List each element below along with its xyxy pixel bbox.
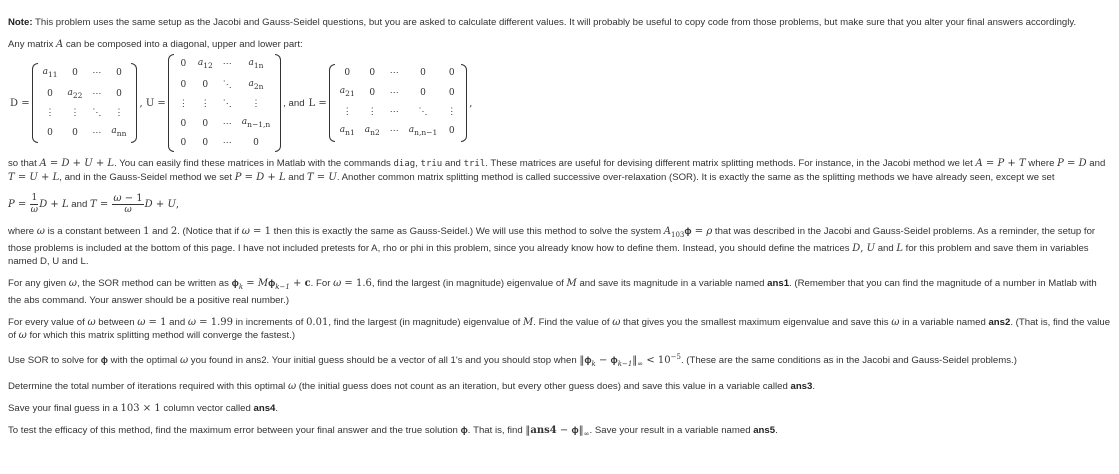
paragraph-splitting: so that A = D + U + L. You can easily find these matrices in Matlab with the commands diag, triu and tril. These matrices are useful for devising different matrix splitting methods. For instance, in the Jacobi method we let A = P + T where P = D and T = U + L, and in the Gauss-Seidel method we set P = D + L and T = U. Another common matrix splitting method is called successive over-relaxation (SOR). It is exactly the same as the splitting methods we have already seen, except we set: [8, 158, 1106, 183]
matrix-L: 0 0 ⋯ 0 0 $a_{21}$ 0 ⋯ 0 0 ⋮ ⋮ ⋯ ⋱ ⋮ $a_{n1}$ $a_{n2}$ ⋯ $a_{n,n-1}$ 0: [329, 64, 467, 142]
label-D: D =: [10, 97, 30, 109]
matrix-D: $a_{11}$ 0 ⋯ 0 0 $a_{22}$ ⋯ 0 ⋮ ⋮ ⋱ ⋮ 0 0 ⋯ $a_{nn}$: [32, 63, 138, 143]
ans5-label: ans5: [753, 424, 776, 436]
paragraph-ans4: Save your final guess in a 103 × 1 column vector called ans4.: [8, 402, 279, 414]
ans2-label: ans2: [988, 316, 1011, 328]
paragraph-sor-solve: Use SOR to solve for ϕ with the optimal ω you found in ans2. Your initial guess should be a vector of all 1's and you should stop when $‖\phi_k$ − $\phi_{k-1}‖_\infty < 10^{-5}$. (These are the same conditions as in the Jacobi and Gauss-Seidel problems.): [8, 352, 1017, 368]
ans4-label: ans4: [253, 402, 276, 414]
math-A: A: [55, 39, 64, 50]
ans3-label: ans3: [790, 380, 813, 392]
paragraph-ans3: Determine the total number of iterations required with this optimal ω (the initial guess does not count as an iteration, but every other guess does) and save this value in a variable called ans3.: [8, 380, 816, 392]
code-diag: diag: [393, 159, 416, 169]
intro-text-a: Any matrix: [8, 39, 56, 50]
intro-text-b: can be composed into a diagonal, upper and lower part:: [63, 39, 303, 50]
note-text: This problem uses the same setup as the Jacobi and Gauss-Seidel questions, but you are asked to calculate different values. It will probably be useful to copy code from those problems, but make sure that you alter your final answers accordingly.: [32, 17, 1077, 28]
label-and: , and: [283, 97, 305, 109]
paragraph-omega: where ω is a constant between 1 and 2. (Notice that if ω = 1 then this is exactly the same as Gauss-Seidel.) We will use this method to solve the system $A_{103}\phi = \rho$ that was described in the Jacobi and Gauss-Seidel problems. As a reminder, the setup for those problems is included at the bottom of this page. I have not included pretests for A, rho or phi in this problem, since you already know how to define them. Instead, you should define the matrices D, U and L for this problem and save them in variables named D, U and L.: [8, 226, 1096, 267]
note-label: Note:: [8, 17, 33, 28]
matrix-U: 0 $a_{12}$ ⋯ $a_{1n}$ 0 0 ⋱ $a_{2n}$ ⋮ ⋮ ⋱ ⋮ 0 0 ⋯ $a_{n-1,n}$ 0 0 ⋯ 0: [168, 54, 281, 152]
ans1-label: ans1: [767, 277, 790, 289]
sor-formula: P = $\frac{1}{\omega}$ D + L and T = $\frac{\omega - 1}{\omega}$ D + U,: [8, 193, 180, 215]
intro-paragraph: [8, 38, 1111, 51]
paragraph-ans2: For every value of ω between ω = 1 and ω = 1.99 in increments of 0.01, find the largest (in magnitude) eigenvalue of M. Find the value of ω that gives you the smallest maximum eigenvalue and save this ω in a variable named ans2. (That is, find the value of ω for which this matrix splitting method will converge the fastest.): [8, 316, 1111, 341]
code-triu: triu: [420, 159, 443, 169]
paragraph-ans5: To test the efficacy of this method, find the maximum error between your final answer and the true solution ϕ. That is, find ‖ans4 − $\phi‖_\infty$. Save your result in a variable named ans5.: [8, 424, 778, 438]
paragraph-ans1: For any given ω, the SOR method can be written as $\phi_k = M\phi_{k-1} + c$. For ω = 1.6, find the largest (in magnitude) eigenvalue of M and save its magnitude in a variable named ans1. (Remember that you can find the magnitude of a number in Matlab with the abs command. Your answer should be a positive real number.): [8, 277, 1097, 306]
matrix-decomposition: [8, 55, 1111, 151]
label-end: ,: [469, 97, 473, 109]
label-L: L =: [308, 97, 327, 109]
label-U: , U =: [139, 97, 166, 109]
code-tril: tril: [463, 159, 486, 169]
note-paragraph: [8, 16, 1111, 29]
